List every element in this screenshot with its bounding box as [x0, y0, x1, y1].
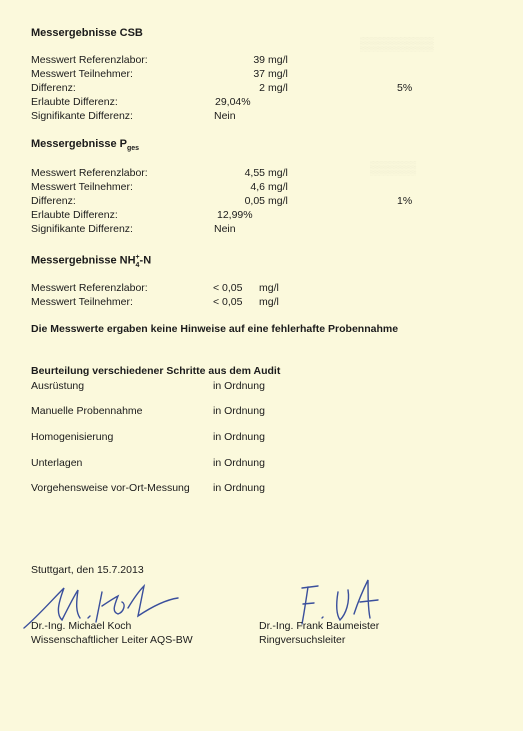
pges-significant-value: Nein [214, 223, 236, 235]
place-date: Stuttgart, den 15.7.2013 [31, 564, 144, 576]
csb-diff-value: 2 [259, 82, 265, 94]
pges-part-value: 4,6 [250, 181, 265, 193]
nh4-ref-value: < 0,05 [213, 282, 243, 294]
pges-diff-unit: mg/l [268, 195, 288, 207]
nh4-part-unit: mg/l [259, 296, 279, 308]
audit-heading: Beurteilung verschiedener Schritte aus dem Audit [31, 365, 281, 377]
pges-allowed-value: 12,99% [217, 209, 253, 221]
csb-significant-value: Nein [214, 110, 236, 122]
csb-ref-value: 39 [253, 54, 265, 66]
csb-part-value: 37 [253, 68, 265, 80]
csb-allowed-value: 29,04% [215, 96, 251, 108]
nh4-ref-unit: mg/l [259, 282, 279, 294]
pges-diff-percent: 1% [397, 195, 413, 207]
pges-diff-label: Differenz: [31, 195, 76, 207]
pges-part-label: Messwert Teilnehmer: [31, 181, 133, 193]
pges-heading: Messergebnisse $P_{ges}$ [31, 138, 140, 153]
pges-significant-label: Signifikante Differenz: [31, 223, 133, 235]
audit-item-status: in Ordnung [213, 380, 265, 392]
audit-item-label: Vorgehensweise vor-Ort-Messung [31, 482, 190, 494]
pges-ref-unit: mg/l [268, 167, 288, 179]
nh4-part-label: Messwert Teilnehmer: [31, 296, 133, 308]
nh4-part-value: < 0,05 [213, 296, 243, 308]
csb-ref-label: Messwert Referenzlabor: [31, 54, 148, 66]
csb-diff-percent: 5% [397, 82, 413, 94]
audit-item-label: Manuelle Probennahme [31, 405, 143, 417]
bleed-through-text: ▒▒▒▒▒ [370, 160, 417, 175]
signer-right-role: Ringversuchsleiter [259, 634, 346, 646]
nh4-heading: Messergebnisse $NH_4^+-N$ [31, 254, 152, 269]
pges-diff-value: 0,05 [244, 195, 265, 207]
csb-part-label: Messwert Teilnehmer: [31, 68, 133, 80]
csb-allowed-label: Erlaubte Differenz: [31, 96, 118, 108]
audit-item-label: Homogenisierung [31, 431, 114, 443]
pges-ref-label: Messwert Referenzlabor: [31, 167, 148, 179]
csb-ref-unit: mg/l [268, 54, 288, 66]
audit-item-status: in Ordnung [213, 431, 265, 443]
pges-allowed-label: Erlaubte Differenz: [31, 209, 118, 221]
signer-left-role: Wissenschaftlicher Leiter AQS-BW [31, 634, 193, 646]
audit-item-status: in Ordnung [213, 482, 265, 494]
pges-part-unit: mg/l [268, 181, 288, 193]
signer-left-name: Dr.-Ing. Michael Koch [31, 620, 132, 632]
audit-item-status: in Ordnung [213, 405, 265, 417]
csb-diff-label: Differenz: [31, 82, 76, 94]
signer-right-name: Dr.-Ing. Frank Baumeister [259, 620, 380, 632]
audit-item-status: in Ordnung [213, 457, 265, 469]
csb-diff-unit: mg/l [268, 82, 288, 94]
conclusion-text: Die Messwerte ergaben keine Hinweise auf eine fehlerhafte Probennahme [31, 323, 399, 335]
pges-ref-value: 4,55 [244, 167, 265, 179]
csb-heading: Messergebnisse CSB [31, 27, 143, 39]
bleed-through-text: ▒▒▒▒▒▒▒▒ [360, 36, 434, 51]
csb-part-unit: mg/l [268, 68, 288, 80]
nh4-ref-label: Messwert Referenzlabor: [31, 282, 148, 294]
csb-significant-label: Signifikante Differenz: [31, 110, 133, 122]
audit-item-label: Ausrüstung [31, 380, 85, 392]
audit-item-label: Unterlagen [31, 457, 83, 469]
